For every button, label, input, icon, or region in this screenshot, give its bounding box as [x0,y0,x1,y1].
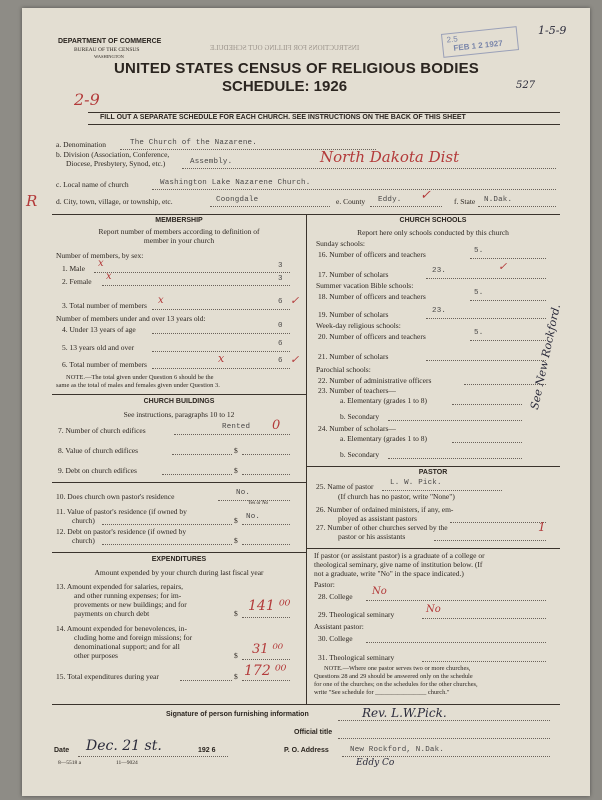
q20-label: 20. Number of officers and teachers [318,332,426,341]
q13-label-2: and other running expenses; for im- [74,591,182,600]
graduate-note-1: If pastor (or assistant pastor) is a graduate of a college or [314,551,485,560]
q16-value: 5. [474,247,484,255]
q20-value: 5. [474,329,484,337]
q8-label: 8. Value of church edifices [58,446,139,455]
q21-label: 21. Number of scholars [318,352,389,361]
q28-value: No [372,586,387,597]
state-label: f. State [454,197,476,206]
q24b-label: b. Secondary [340,450,380,459]
handwritten-number: 527 [516,80,536,91]
q6-total-value: 6 [278,357,283,365]
q10-value: No. [236,489,251,497]
q13-label-4: payments on church debt [74,609,150,618]
margin-r-mark: R [26,192,38,210]
division-value: Assembly. [190,158,233,166]
q13-value: 141 ⁰⁰ [248,598,291,614]
q6-check: ✓ [290,353,300,366]
q4-under13-label: 4. Under 13 years of age [62,325,136,334]
q17-check: ✓ [498,260,508,273]
form-code: 8—5518 a [58,760,82,766]
local-name-label: c. Local name of church [56,180,129,189]
q15-dollar: $ [234,672,238,681]
q13-dollar: $ [234,609,238,618]
q14-label-2: cluding home and foreign missions; for [74,633,193,642]
q14-label-1: 14. Amount expended for benevolences, in- [56,624,188,633]
assistant-pastor-label: Assistant pastor: [314,622,364,631]
q11-label-1: 11. Value of pastor's residence (if owned by [56,507,187,516]
graduate-note-3: not a graduate, write "No" in the space indicated.) [314,569,464,578]
department-label: DEPARTMENT OF COMMERCE [58,38,162,45]
q8-dollar: $ [234,446,238,455]
q3-total-label: 3. Total number of members [62,301,147,310]
schools-heading: CHURCH SCHOOLS [399,217,467,224]
q7-label: 7. Number of church edifices [58,426,146,435]
q6-red-mark: x [218,352,225,365]
expenditures-intro: Amount expended by your church during last fiscal year [94,568,264,577]
denomination-value: The Church of the Nazarene. [130,139,257,147]
form-title: UNITED STATES CENSUS OF RELIGIOUS BODIES [114,60,479,77]
denomination-label: a. Denomination [56,140,106,149]
q3-total-value: 6 [278,298,283,306]
pastor-note-3: for one of the churches; on the schedules for the other churches, [314,681,478,688]
bleed-through-text: INSTRUCTIONS FOR FILLING OUT SCHEDULE [210,44,360,52]
yes-or-no-hint: Yes or No [248,501,269,506]
q10-label: 10. Does church own pastor's residence [56,492,175,501]
q23-label: 23. Number of teachers— [318,386,396,395]
county-value: Eddy. [378,196,402,204]
q23a-label: a. Elementary (grades 1 to 8) [340,396,428,405]
q25-value: L. W. Pick. [390,479,442,487]
pastor-note-2: Questions 28 and 29 should be answered only on the schedule [314,673,473,680]
date-label: Date [54,747,70,754]
schools-intro: Report here only schools conducted by this church [357,228,509,237]
q3-check: ✓ [290,294,300,307]
q14-label-4: other purposes [74,651,118,660]
q24a-label: a. Elementary (grades 1 to 8) [340,434,428,443]
q9-label: 9. Debt on church edifices [58,466,137,475]
q14-dollar: $ [234,651,238,660]
division-label-1: b. Division (Association, Conference, [56,150,170,159]
q9-dollar: $ [234,466,238,475]
q1-male-label: 1. Male [62,264,85,273]
q30-label: 30. College [318,634,353,643]
margin-handwritten-note: See New Rockford. [528,303,564,411]
parochial-schools-label: Parochial schools: [316,365,371,374]
q27-label-1: 27. Number of other churches served by the [316,523,448,532]
members-by-sex-label: Number of members, by sex: [56,251,144,260]
q14-label-3: denominational support; and for all [74,642,180,651]
q1-red-mark: x [98,258,104,269]
po-address-label: P. O. Address [284,747,329,754]
po-address-value: New Rockford, N.Dak. [350,746,445,754]
city-town-label: d. City, town, village, or township, etc. [56,197,173,206]
county-check-mark: ✓ [420,188,431,203]
city-label: WASHINGTON [94,54,124,59]
q27-label-2: pastor or his assistants [338,532,406,541]
q31-label: 31. Theological seminary [318,653,395,662]
q11-label-2: church) [72,516,95,525]
division-handwritten: North Dakota Dist [320,148,460,166]
q29-value: No [426,604,441,615]
q23b-label: b. Secondary [340,412,380,421]
q11-value: No. [246,513,261,521]
bureau-label: BUREAU OF THE CENSUS [74,47,140,53]
local-name-value: Washington Lake Nazarene Church. [160,179,311,187]
signature-value: Rev. L.W.Pick. [362,706,447,720]
membership-note-1: NOTE.—The total given under Question 6 should be the [66,374,214,381]
membership-heading: MEMBERSHIP [155,217,203,224]
expenditures-heading: EXPENDITURES [151,556,207,563]
membership-note-2: same as the total of males and females given under Question 3. [56,382,220,389]
membership-intro-2: member in your church [143,236,215,245]
date-year: 192 6 [198,747,216,754]
graduate-note-2: theological seminary, give name of institution below. (If [314,560,483,569]
q12-dollar: $ [234,536,238,545]
census-schedule-form [22,8,590,796]
q2-red-mark: x [106,271,112,282]
city-town-value: Coongdale [216,196,259,204]
q1-male-value: 3 [278,262,283,270]
q22-label: 22. Number of administrative officers [318,376,432,385]
county-label: e. County [336,197,366,206]
date-value: Dec. 21 st. [86,738,162,754]
q3-red-mark: x [158,295,164,306]
q14-value: 31 ⁰⁰ [252,642,284,657]
q15-value: 172 ⁰⁰ [244,663,287,679]
q2-female-label: 2. Female [62,277,92,286]
handwritten-top-code: 1-5-9 [538,24,567,37]
membership-intro-1: Report number of members according to definition of [98,227,260,236]
received-stamp: 2.5 FEB 1 2 1927 [441,26,519,58]
q5-over13-label: 5. 13 years old and over [62,343,135,352]
sunday-schools-label: Sunday schools: [316,239,365,248]
pastor-note-4: write "See schedule for ________________ church." [314,689,450,696]
signature-label: Signature of person furnishing information [166,711,309,718]
q29-label: 29. Theological seminary [318,610,395,619]
q13-label-3: provements or new buildings; and for [74,600,187,609]
members-by-age-label: Number of members under and over 13 years old: [56,314,206,323]
q26-label-2: ployed as assistant pastors [338,514,417,523]
q24-label: 24. Number of scholars— [318,424,396,433]
official-title-label: Official title [294,729,333,736]
q7-handwritten: 0 [272,418,281,433]
q13-label-1: 13. Amount expended for salaries, repairs, [56,582,184,591]
q19-label: 19. Number of scholars [318,310,389,319]
q25-hint: (If church has no pastor, write "None") [338,492,455,501]
q17-value: 23. [432,267,447,275]
pastor-sub-label: Pastor: [314,580,335,589]
q12-label-1: 12. Debt on pastor's residence (if owned by [56,527,187,536]
state-value: N.Dak. [484,196,513,204]
buildings-heading: CHURCH BUILDINGS [143,398,215,405]
q28-label: 28. College [318,592,353,601]
q5-over13-value: 6 [278,340,283,348]
buildings-intro: See instructions, paragraphs 10 to 12 [123,410,235,419]
handwritten-code: 2-9 [74,90,100,109]
q15-label: 15. Total expenditures during year [56,672,159,681]
q7-value: Rented [222,423,251,431]
q18-value: 5. [474,289,484,297]
q18-label: 18. Number of officers and teachers [318,292,426,301]
separate-schedule-instruction: FILL OUT A SEPARATE SCHEDULE FOR EACH CHURCH. SEE INSTRUCTIONS ON THE BACK OF THIS SHEET [100,114,466,121]
form-subtitle: SCHEDULE: 1926 [222,78,348,95]
weekday-schools-label: Week-day religious schools: [316,321,401,330]
pastor-heading: PASTOR [418,469,448,476]
q12-label-2: church) [72,536,95,545]
pastor-note-1: NOTE.—Where one pastor serves two or more churches, [324,665,471,672]
q17-label: 17. Number of scholars [318,270,389,279]
division-label-2: Diocese, Presbytery, Synod, etc.) [66,159,166,168]
summer-schools-label: Summer vacation Bible schools: [316,281,414,290]
q19-value: 23. [432,307,447,315]
q26-label-1: 26. Number of ordained ministers, if any, em- [316,505,454,514]
po-address-handwritten: Eddy Co [356,758,395,768]
q2-female-value: 3 [278,275,283,283]
q16-label: 16. Number of officers and teachers [318,250,426,259]
q4-under13-value: 0 [278,322,283,330]
q27-value: 1 [538,520,546,534]
q6-total-label: 6. Total number of members [62,360,147,369]
q25-label: 25. Name of pastor [316,482,374,491]
print-code: 11—9024 [116,760,138,766]
q11-dollar: $ [234,516,238,525]
